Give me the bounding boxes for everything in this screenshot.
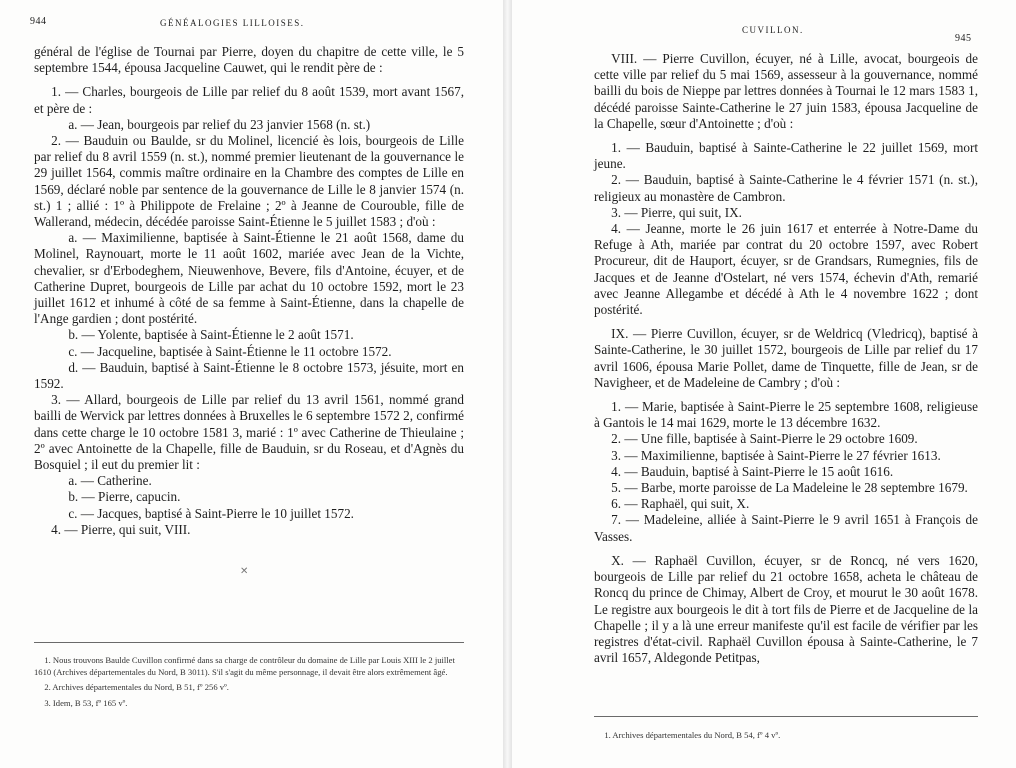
footnote: 3. Idem, B 53, fº 165 vº. bbox=[44, 697, 128, 708]
left-page bbox=[0, 0, 503, 768]
footnote: 1. Archives départementales du Nord, B 54, fº 4 vº. bbox=[604, 730, 781, 740]
footnote: 1. Nous trouvons Baulde Cuvillon confirmé dans sa charge de contrôleur du domaine de Lille par Louis XIII le 2 juillet 1610 (Archives départementales du Nord, B 3011). S'il s'agit du même personnage, il devait être alors extrêmement âgé. bbox=[34, 655, 455, 677]
running-head: CUVILLON. bbox=[742, 25, 804, 35]
right-page bbox=[512, 0, 1016, 768]
stray-mark: ✕ bbox=[240, 566, 249, 577]
paragraph: a. — Jean, bourgeois par relief du 23 janvier 1568 (n. st.) bbox=[68, 116, 371, 132]
footnote-separator bbox=[34, 642, 464, 643]
paragraph: VIII. — Pierre Cuvillon, écuyer, né à Lille, avocat, bourgeois de cette ville par relief du 5 mai 1569, assesseur à la gouvernance, nommé bailli du bois de Nieppe par lettres données à Tournai le 12 mars 1583 1, décédé paroisse Sainte-Catherine le 27 juin 1583, épousa Jacqueline de la Chapelle, sœur d'Antoinette ; d'où : bbox=[594, 51, 978, 131]
book-gutter bbox=[503, 0, 512, 768]
paragraph: b. — Yolente, baptisée à Saint-Étienne le 2 août 1571. bbox=[68, 327, 354, 343]
paragraph: 1. — Marie, baptisée à Saint-Pierre le 25 septembre 1608, religieuse à Gantois le 14 mai 1629, morte le 13 décembre 1632. bbox=[594, 399, 978, 431]
paragraph: 4. — Bauduin, baptisé à Saint-Pierre le 15 août 1616. bbox=[611, 463, 894, 479]
paragraph: 2. — Une fille, baptisée à Saint-Pierre le 29 octobre 1609. bbox=[611, 431, 918, 447]
footnote: 2. Archives départementales du Nord, B 51, fº 256 vº. bbox=[44, 682, 229, 693]
paragraph: 1. — Charles, bourgeois de Lille par relief du 8 août 1539, mort avant 1567, et père de : bbox=[34, 84, 464, 116]
paragraph: d. — Bauduin, baptisé à Saint-Étienne le 8 octobre 1573, jésuite, mort en 1592. bbox=[34, 359, 464, 392]
paragraph: 1. — Bauduin, baptisé à Sainte-Catherine le 22 juillet 1569, mort jeune. bbox=[594, 140, 978, 172]
paragraph: 4. — Jeanne, morte le 26 juin 1617 et enterrée à Notre-Dame du Refuge à Ath, mariée par contrat du 20 octobre 1597, avec Robert Procureur, dit de Hauport, écuyer, sr de Grandsars, Rumegnies, fils de Jacques et de Jeanne d'Ostelart, né vers 1574, échevin d'Ath, remarié avec Jeanne Allegambe et décédé à Ath le 4 novembre 1622 ; dont postérité. bbox=[594, 221, 978, 318]
paragraph: a. — Maximilienne, baptisée à Saint-Étienne le 21 août 1568, dame du Molinel, Raynouart, morte le 11 août 1602, mariée avec Jean de la Vichte, chevalier, sr d'Erbodeghem, Nieuwenhove, Bevere, fils d'Antoine, écuyer, et de Catherine Dupret, bourgeois de Lille par achat du 10 octobre 1592, mort le 23 juillet 1612 et inhumé à côté de sa femme à Saint-Étienne, dans la chapelle de l'Ange gardien ; dont postérité. bbox=[34, 230, 464, 327]
running-head: GÉNÉALOGIES LILLOISES. bbox=[160, 18, 305, 28]
paragraph: X. — Raphaël Cuvillon, écuyer, sr de Roncq, né vers 1620, bourgeois de Lille par relief du 21 octobre 1658, acheta le château de Roncq du prince de Chimay, Albert de Croy, et mourut le 30 août 1678. Le registre aux bourgeois le dit à tort fils de Pierre et de Jacqueline de la Chapelle ; il y a là une erreur manifeste qu'il est facile de vérifier par les registres d'état-civil. Raphaël Cuvillon épousa à Sainte-Catherine, le 7 avril 1657, Aldegonde Petitpas, bbox=[594, 552, 978, 666]
paragraph: IX. — Pierre Cuvillon, écuyer, sr de Weldricq (Vledricq), baptisé à Sainte-Catherine, le 30 juillet 1572, bourgeois de Lille par relief du 17 avril 1606, épousa Marie Pollet, dame de Tinquette, fille de Jean, sr de Navigheer, et de Madeleine de Cambry ; d'où : bbox=[594, 326, 978, 390]
paragraph: 3. — Pierre, qui suit, IX. bbox=[611, 204, 742, 220]
right-body-text bbox=[594, 51, 978, 666]
page-number: 944 bbox=[30, 16, 47, 27]
footnote-separator bbox=[594, 716, 978, 717]
paragraph: c. — Jacques, baptisé à Saint-Pierre le 10 juillet 1572. bbox=[68, 505, 354, 521]
paragraph: b. — Pierre, capucin. bbox=[68, 489, 181, 505]
paragraph: 3. — Maximilienne, baptisée à Saint-Pierre le 27 février 1613. bbox=[611, 447, 941, 463]
paragraph: 5. — Barbe, morte paroisse de La Madeleine le 28 septembre 1679. bbox=[611, 480, 968, 496]
paragraph: général de l'église de Tournai par Pierre, doyen du chapitre de cette ville, le 5 septembre 1544, épousa Jacqueline Cauwet, qui le rendit père de : bbox=[34, 44, 464, 76]
page-number: 945 bbox=[955, 33, 972, 44]
paragraph: c. — Jacqueline, baptisée à Saint-Étienne le 11 octobre 1572. bbox=[68, 343, 392, 359]
paragraph: a. — Catherine. bbox=[68, 473, 152, 489]
paragraph: 4. — Pierre, qui suit, VIII. bbox=[51, 521, 191, 537]
right-footnotes bbox=[594, 730, 978, 742]
paragraph: 3. — Allard, bourgeois de Lille par relief du 13 avril 1561, nommé grand bailli de Wervick par lettres données à Bruxelles le 6 septembre 1572 2, confirmé dans cette charge le 10 octobre 1581 3, marié : 1º avec Catherine de Thieulaine ; 2º avec Antoinette de la Chapelle, fille de Bauduin, sr du Roseau, et d'Agnès du Bosquiel ; il eut du premier lit : bbox=[34, 392, 464, 473]
paragraph: 2. — Bauduin ou Baulde, sr du Molinel, licencié ès lois, bourgeois de Lille par relief du 8 avril 1559 (n. st.), nommé premier lieutenant de la gouvernance le 29 juillet 1564, commis maître ordinaire en la Chambre des comptes de Lille en 1569, déclaré noble par sentence de la gouvernance de Lille le 8 janvier 1574 (n. st.) 1 ; allié : 1º à Philippote de Frelaine ; 2º à Jeanne de Courouble, fille de Wallerand, médecin, décédée paroisse Saint-Étienne le 5 juillet 1583 ; d'où : bbox=[34, 133, 464, 230]
left-body-text bbox=[34, 44, 464, 538]
paragraph: 7. — Madeleine, alliée à Saint-Pierre le 9 avril 1651 à François de Vasses. bbox=[594, 512, 978, 544]
left-footnotes bbox=[34, 655, 464, 709]
paragraph: 2. — Bauduin, baptisé à Sainte-Catherine le 4 février 1571 (n. st.), religieux au monastère de Cambron. bbox=[594, 172, 978, 204]
paragraph: 6. — Raphaël, qui suit, X. bbox=[611, 496, 750, 512]
